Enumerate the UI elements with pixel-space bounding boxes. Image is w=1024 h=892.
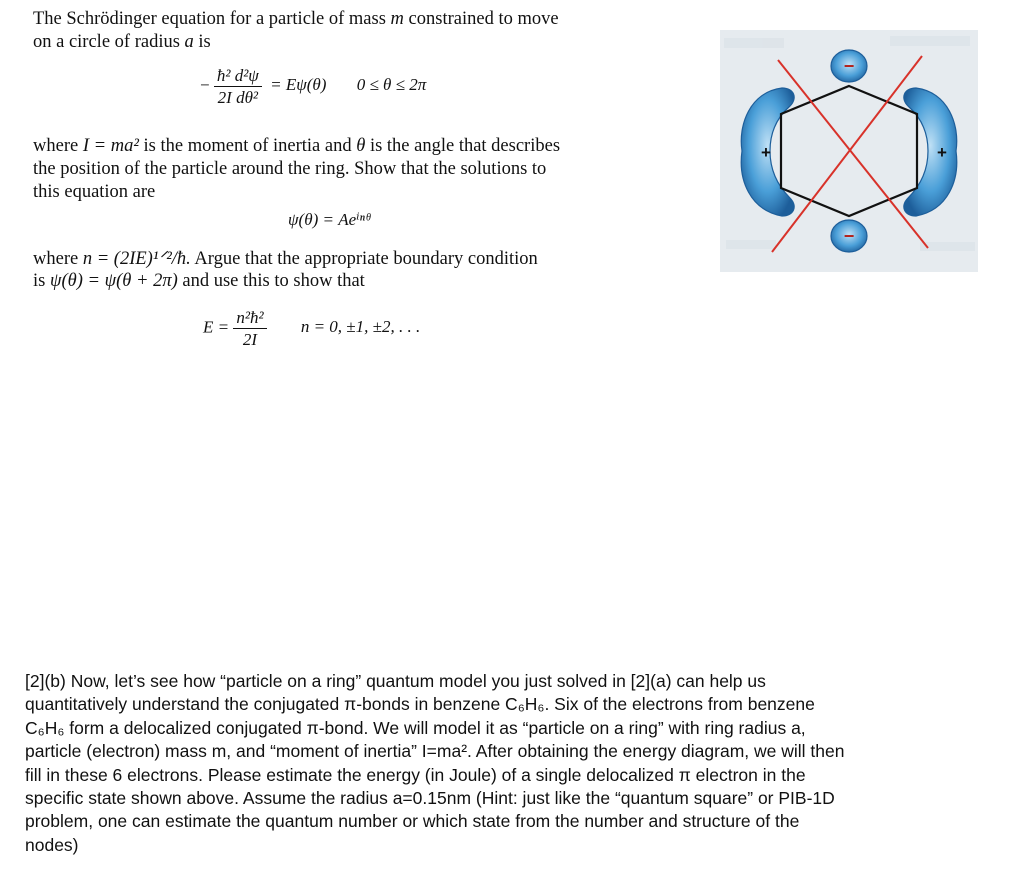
part-b-line4: particle (electron) mass m, and “moment of inertia” I=ma². After obtaining the energy diagram, we will then: [25, 741, 845, 762]
problem-intro-line2: on a circle of radius a is: [33, 32, 211, 52]
var-a: a: [184, 32, 194, 52]
part-b-line1: [2](b) Now, let’s see how “particle on a ring” quantum model you just solved in [2](a) can help us: [25, 671, 766, 691]
eq1-fraction: $\frac{\text{ħ² d²ψ}}{\text{2I dθ²}}$: [214, 66, 262, 107]
part-b-line2: quantitatively understand the conjugated π-bonds in benzene C₆H₆. Six of the electrons from benzene: [25, 694, 815, 715]
where-inertia-line3: this equation are: [33, 182, 156, 202]
where-inertia-line1: where I = ma² is the moment of inertia and θ is the angle that describes: [33, 136, 561, 156]
energy-equation: E = $\frac{\text{n²ħ²}}{2I}$ n = 0, ±1, ±2, . . .: [203, 308, 421, 349]
benzene-orbital-figure: [720, 30, 978, 272]
sign-right: +: [937, 143, 947, 162]
problem-intro-line1: The Schrödinger equation for a particle of mass m constrained to move: [33, 9, 559, 29]
sign-left: +: [761, 143, 771, 162]
schrodinger-equation: − $\frac{\text{ħ² d²ψ}}{\text{2I dθ²}}$ = Eψ(θ) 0 ≤ θ ≤ 2π: [200, 66, 427, 107]
where-inertia-line2: the position of the particle around the ring. Show that the solutions to: [33, 159, 547, 179]
part-b-line7: problem, one can estimate the quantum number or which state from the number and structure of the: [25, 811, 800, 832]
part-b-line5: fill in these 6 electrons. Please estimate the energy (in Joule) of a single delocalized π electron in the: [25, 764, 806, 785]
part-b-line8: nodes): [25, 834, 79, 855]
part-b-line3: C₆H₆ form a delocalized conjugated π-bond. We will model it as “particle on a ring” with ring radius a,: [25, 717, 806, 738]
part-b-line6: specific state shown above. Assume the radius a=0.15nm (Hint: just like the “quantum square” or PIB-1D: [25, 788, 835, 809]
sign-bottom: −: [843, 226, 855, 246]
where-n-line1: where n = (2IE)¹ᐟ²/ħ. Argue that the appropriate boundary condition: [33, 249, 538, 269]
where-n-line2: is ψ(θ) = ψ(θ + 2π) and use this to show that: [33, 271, 365, 291]
sign-top: −: [843, 56, 855, 76]
eq3-fraction: $\frac{\text{n²ħ²}}{2I}$: [233, 308, 266, 349]
var-m: m: [390, 9, 404, 29]
solution-equation: ψ(θ) = Aeⁱⁿᶿ: [288, 210, 370, 229]
part-b-question: [25, 670, 985, 857]
